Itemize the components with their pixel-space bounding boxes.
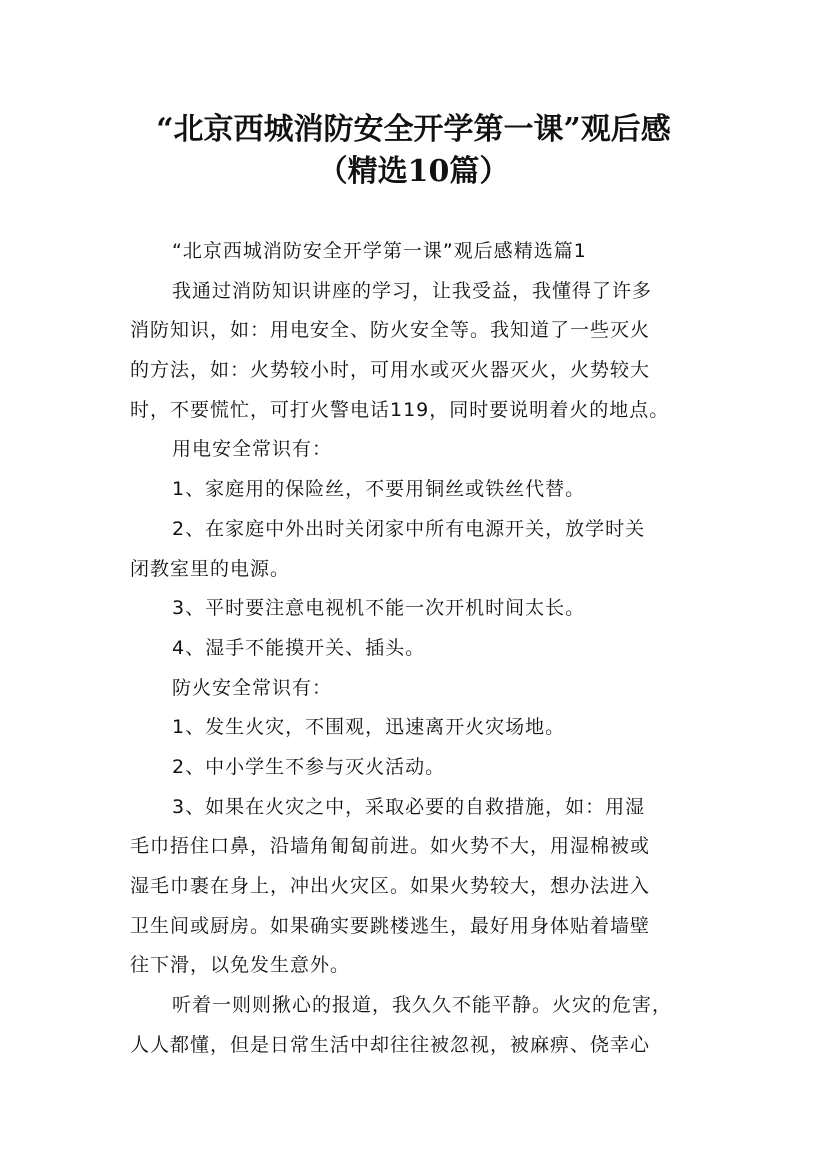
- text-line: “北京西城消防安全开学第一课”观后感精选篇1: [172, 240, 587, 262]
- document-subtitle: （精选10篇）: [317, 154, 510, 189]
- document-body: [130, 232, 720, 1065]
- text-line: 往下滑，以免发生意外。: [130, 954, 351, 977]
- text-line: 听着一则则揪心的报道，我久久不能平静。火灾的危害，: [172, 994, 673, 1017]
- text-line: 防火安全常识有：: [172, 676, 333, 699]
- text-line: 1、家庭用的保险丝，不要用铜丝或铁丝代替。: [172, 478, 586, 501]
- text-line: 用电安全常识有：: [172, 438, 333, 461]
- text-line: 我通过消防知识讲座的学习，让我受益，我懂得了许多: [172, 279, 653, 302]
- text-line: 2、在家庭中外出时关闭家中所有电源开关，放学时关: [172, 517, 646, 540]
- text-line: 4、湿手不能摸开关、插头。: [172, 636, 426, 659]
- text-line: 湿毛巾裹在身上，冲出火灾区。如果火势较大，想办法进入: [130, 875, 651, 897]
- text-line: 人人都懂，但是日常生活中却往往被忽视，被麻痹、侥幸心: [130, 1033, 651, 1056]
- text-line: 1、发生火灾，不围观，迅速离开火灾场地。: [172, 716, 566, 739]
- text-line: 时，不要慌忙，可打火警电话119，同时要说明着火的地点。: [130, 398, 670, 421]
- text-line: 卫生间或厨房。如果确实要跳楼逃生，最好用身体贴着墙壁: [130, 914, 651, 937]
- text-line: 3、平时要注意电视机不能一次开机时间太长。: [172, 597, 586, 620]
- text-line: 毛巾捂住口鼻，沿墙角匍匐前进。如火势不大，用湿棉被或: [130, 835, 651, 858]
- text-line: 消防知识，如：用电安全、防火安全等。我知道了一些灭火: [130, 319, 651, 342]
- text-line: 2、中小学生不参与灭火活动。: [172, 755, 446, 778]
- text-line: 3、如果在火灾之中，采取必要的自救措施，如：用湿: [172, 795, 646, 818]
- text-line: 的方法，如：火势较小时，可用水或灭火器灭火，火势较大: [130, 359, 651, 382]
- text-line: 闭教室里的电源。: [130, 557, 291, 580]
- document-title: “北京西城消防安全开学第一课”观后感: [156, 112, 671, 147]
